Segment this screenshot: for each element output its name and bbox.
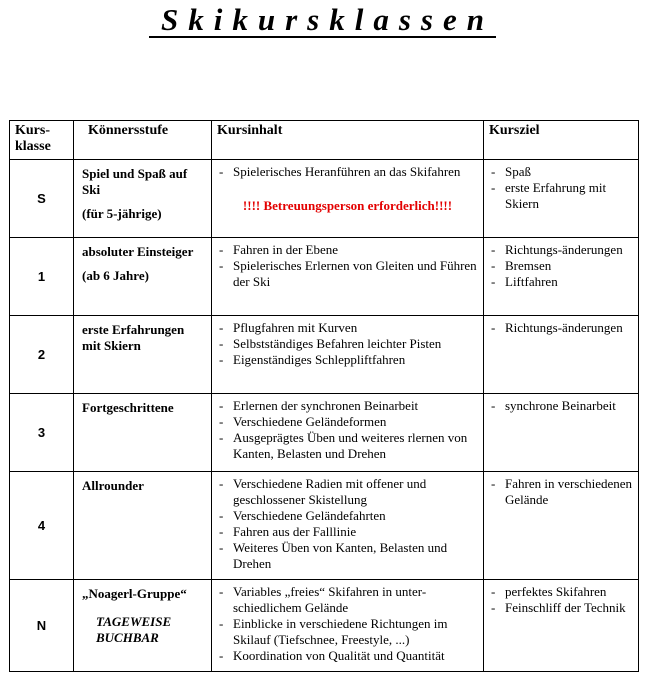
header-klasse: Kurs- klasse xyxy=(10,121,74,160)
skill-level-cell xyxy=(74,316,212,394)
skill-level-cell xyxy=(74,394,212,472)
content-item: - Pflugfahren mit Kurven xyxy=(217,320,478,336)
course-class-letter: N xyxy=(10,580,74,672)
course-goal-cell xyxy=(484,394,639,472)
header-inhalt: Kursinhalt xyxy=(212,121,484,160)
goal-item: - Feinschliff der Technik xyxy=(489,600,633,616)
content-item: - Verschiedene Radien mit offener und geschlossener Skistellung xyxy=(217,476,478,508)
booking-note: TAGEWEISE BUCHBAR xyxy=(96,614,172,645)
course-table xyxy=(9,120,639,672)
goal-item: - erste Erfahrung mit Skiern xyxy=(489,180,633,212)
goal-item: - Richtungs-änderungen xyxy=(489,320,633,336)
table-row xyxy=(10,160,639,238)
supervision-warning: !!!! Betreuungsperson erforderlich!!!! xyxy=(242,198,453,213)
course-content-cell xyxy=(212,394,484,472)
skill-level-label: erste Erfahrungen mit Skiern xyxy=(82,322,185,353)
content-item: - Fahren aus der Falllinie xyxy=(217,524,478,540)
table-row xyxy=(10,238,639,316)
course-goal-cell xyxy=(484,238,639,316)
page-title: Skikursklassen xyxy=(0,2,645,38)
content-item: - Selbstständiges Befahren leichter Pisten xyxy=(217,336,478,352)
course-content-cell xyxy=(212,316,484,394)
skill-level-cell xyxy=(74,238,212,316)
course-class-letter: 1 xyxy=(10,238,74,316)
goal-item: - Bremsen xyxy=(489,258,633,274)
course-content-cell xyxy=(212,472,484,580)
goal-item: - Richtungs-änderungen xyxy=(489,242,633,258)
table-row xyxy=(10,580,639,672)
course-class-letter: 3 xyxy=(10,394,74,472)
content-item: - Spielerisches Erlernen von Gleiten und Führen der Ski xyxy=(217,258,478,290)
table-row xyxy=(10,316,639,394)
table-row xyxy=(10,394,639,472)
skill-level-cell xyxy=(74,580,212,672)
skill-level-age: (für 5-jährige) xyxy=(82,206,162,221)
course-content-cell xyxy=(212,160,484,238)
content-item: - Ausgeprägtes Üben und weiteres rlernen von Kanten, Belasten und Drehen xyxy=(217,430,478,462)
course-class-letter: S xyxy=(10,160,74,238)
header-stufe: Könnersstufe xyxy=(74,121,212,160)
content-item: - Erlernen der synchronen Beinarbeit xyxy=(217,398,478,414)
skill-level-label: Fortgeschrittene xyxy=(82,400,174,415)
skill-level-age: (ab 6 Jahre) xyxy=(82,268,149,283)
course-goal-cell xyxy=(484,580,639,672)
content-item: - Weiteres Üben von Kanten, Belasten und Drehen xyxy=(217,540,478,572)
course-goal-cell xyxy=(484,472,639,580)
content-item: - Spielerisches Heranführen an das Skifahren xyxy=(217,164,478,180)
skill-level-label: „Noagerl-Gruppe“ xyxy=(82,586,187,601)
goal-item: - Liftfahren xyxy=(489,274,633,290)
course-class-letter: 4 xyxy=(10,472,74,580)
course-goal-cell xyxy=(484,160,639,238)
skill-level-cell xyxy=(74,160,212,238)
skill-level-label: absoluter Einsteiger xyxy=(82,244,194,259)
table-header-row xyxy=(10,121,639,160)
skill-level-label: Allrounder xyxy=(82,478,144,493)
table-row xyxy=(10,472,639,580)
goal-item: - Fahren in verschiedenen Gelände xyxy=(489,476,633,508)
goal-item: - perfektes Skifahren xyxy=(489,584,633,600)
skill-level-label: Spiel und Spaß auf Ski xyxy=(82,166,188,197)
content-item: - Verschiedene Geländefahrten xyxy=(217,508,478,524)
course-content-cell xyxy=(212,238,484,316)
content-item: - Variables „freies“ Skifahren in unter-schiedlichem Gelände xyxy=(217,584,478,616)
goal-item: - synchrone Beinarbeit xyxy=(489,398,633,414)
skill-level-cell xyxy=(74,472,212,580)
goal-item: - Spaß xyxy=(489,164,633,180)
course-goal-cell xyxy=(484,316,639,394)
course-content-cell xyxy=(212,580,484,672)
content-item: - Einblicke in verschiedene Richtungen im Skilauf (Tiefschnee, Freestyle, ...) xyxy=(217,616,478,648)
content-item: - Koordination von Qualität und Quantität xyxy=(217,648,478,664)
course-class-letter: 2 xyxy=(10,316,74,394)
content-item: - Verschiedene Geländeformen xyxy=(217,414,478,430)
content-item: - Fahren in der Ebene xyxy=(217,242,478,258)
content-item: - Eigenständiges Schleppliftfahren xyxy=(217,352,478,368)
header-ziel: Kursziel xyxy=(484,121,639,160)
